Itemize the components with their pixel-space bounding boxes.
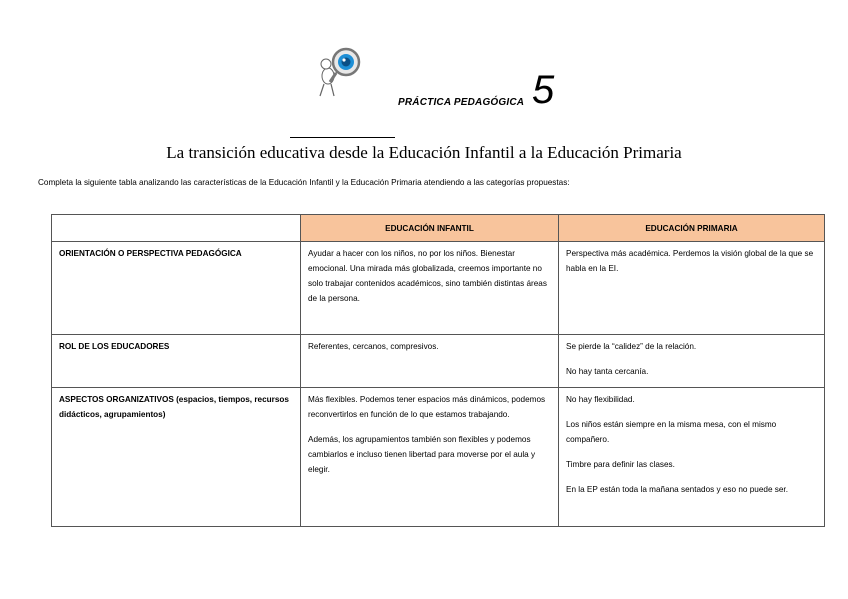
cell-infantil	[301, 388, 559, 527]
cell-infantil	[301, 242, 559, 335]
cell-infantil	[301, 335, 559, 388]
comparison-table	[51, 214, 825, 527]
cell-paragraph: Además, los agrupamientos también son flexibles y podemos cambiarlos e incluso tienen libertad para moverse por el aula y elegir.	[308, 435, 536, 474]
header-rule	[290, 137, 395, 138]
practice-header	[290, 42, 590, 117]
page-title: La transición educativa desde la Educación Infantil a la Educación Primaria	[166, 143, 682, 162]
cell-paragraph: Timbre para definir las clases.	[566, 460, 675, 469]
table-row	[52, 242, 825, 335]
row-label-text: ORIENTACIÓN O PERSPECTIVA PEDAGÓGICA	[59, 249, 242, 258]
instructions: Completa la siguiente tabla analizando las características de la Educación Infantil y la Educación Primaria atendiendo a las categorías propuestas:	[38, 178, 570, 187]
row-label-text: ASPECTOS ORGANIZATIVOS	[59, 395, 174, 404]
cell-primaria	[559, 335, 825, 388]
cell-paragraph: En la EP están toda la mañana sentados y eso no puede ser.	[566, 485, 788, 494]
column-header-infantil: EDUCACIÓN INFANTIL	[301, 215, 559, 242]
table-header-blank	[52, 215, 301, 242]
table-row	[52, 388, 825, 527]
row-label	[52, 242, 301, 335]
row-label-text: ROL DE LOS EDUCADORES	[59, 342, 170, 351]
column-header-primaria: EDUCACIÓN PRIMARIA	[559, 215, 825, 242]
magnifier-character-icon	[310, 42, 362, 100]
cell-primaria	[559, 242, 825, 335]
cell-paragraph: Más flexibles. Podemos tener espacios más dinámicos, podemos reconvertirlos en función de lo que estamos trabajando.	[308, 395, 546, 419]
cell-primaria	[559, 388, 825, 527]
cell-paragraph: No hay flexibilidad.	[566, 395, 635, 404]
row-label-extra: (espacios, tiempos, recursos didácticos, agrupamientos)	[59, 395, 289, 419]
row-label	[52, 388, 301, 527]
practice-label: PRÁCTICA PEDAGÓGICA	[398, 97, 525, 108]
cell-paragraph: Referentes, cercanos, compresivos.	[308, 342, 439, 351]
cell-paragraph: Perspectiva más académica. Perdemos la visión global de la que se habla en la EI.	[566, 249, 814, 273]
cell-paragraph: Los niños están siempre en la misma mesa, con el mismo compañero.	[566, 420, 777, 444]
table-header-row	[52, 215, 825, 242]
cell-paragraph: Ayudar a hacer con los niños, no por los niños. Bienestar emocional. Una mirada más globalizada, creemos importante no solo trabajar contenidos académicos, sino también distintas áreas de la persona.	[308, 249, 547, 303]
table-row	[52, 335, 825, 388]
cell-paragraph: Se pierde la “calidez” de la relación.	[566, 342, 697, 351]
cell-paragraph: No hay tanta cercanía.	[566, 367, 649, 376]
row-label	[52, 335, 301, 388]
practice-number: 5	[532, 68, 555, 112]
